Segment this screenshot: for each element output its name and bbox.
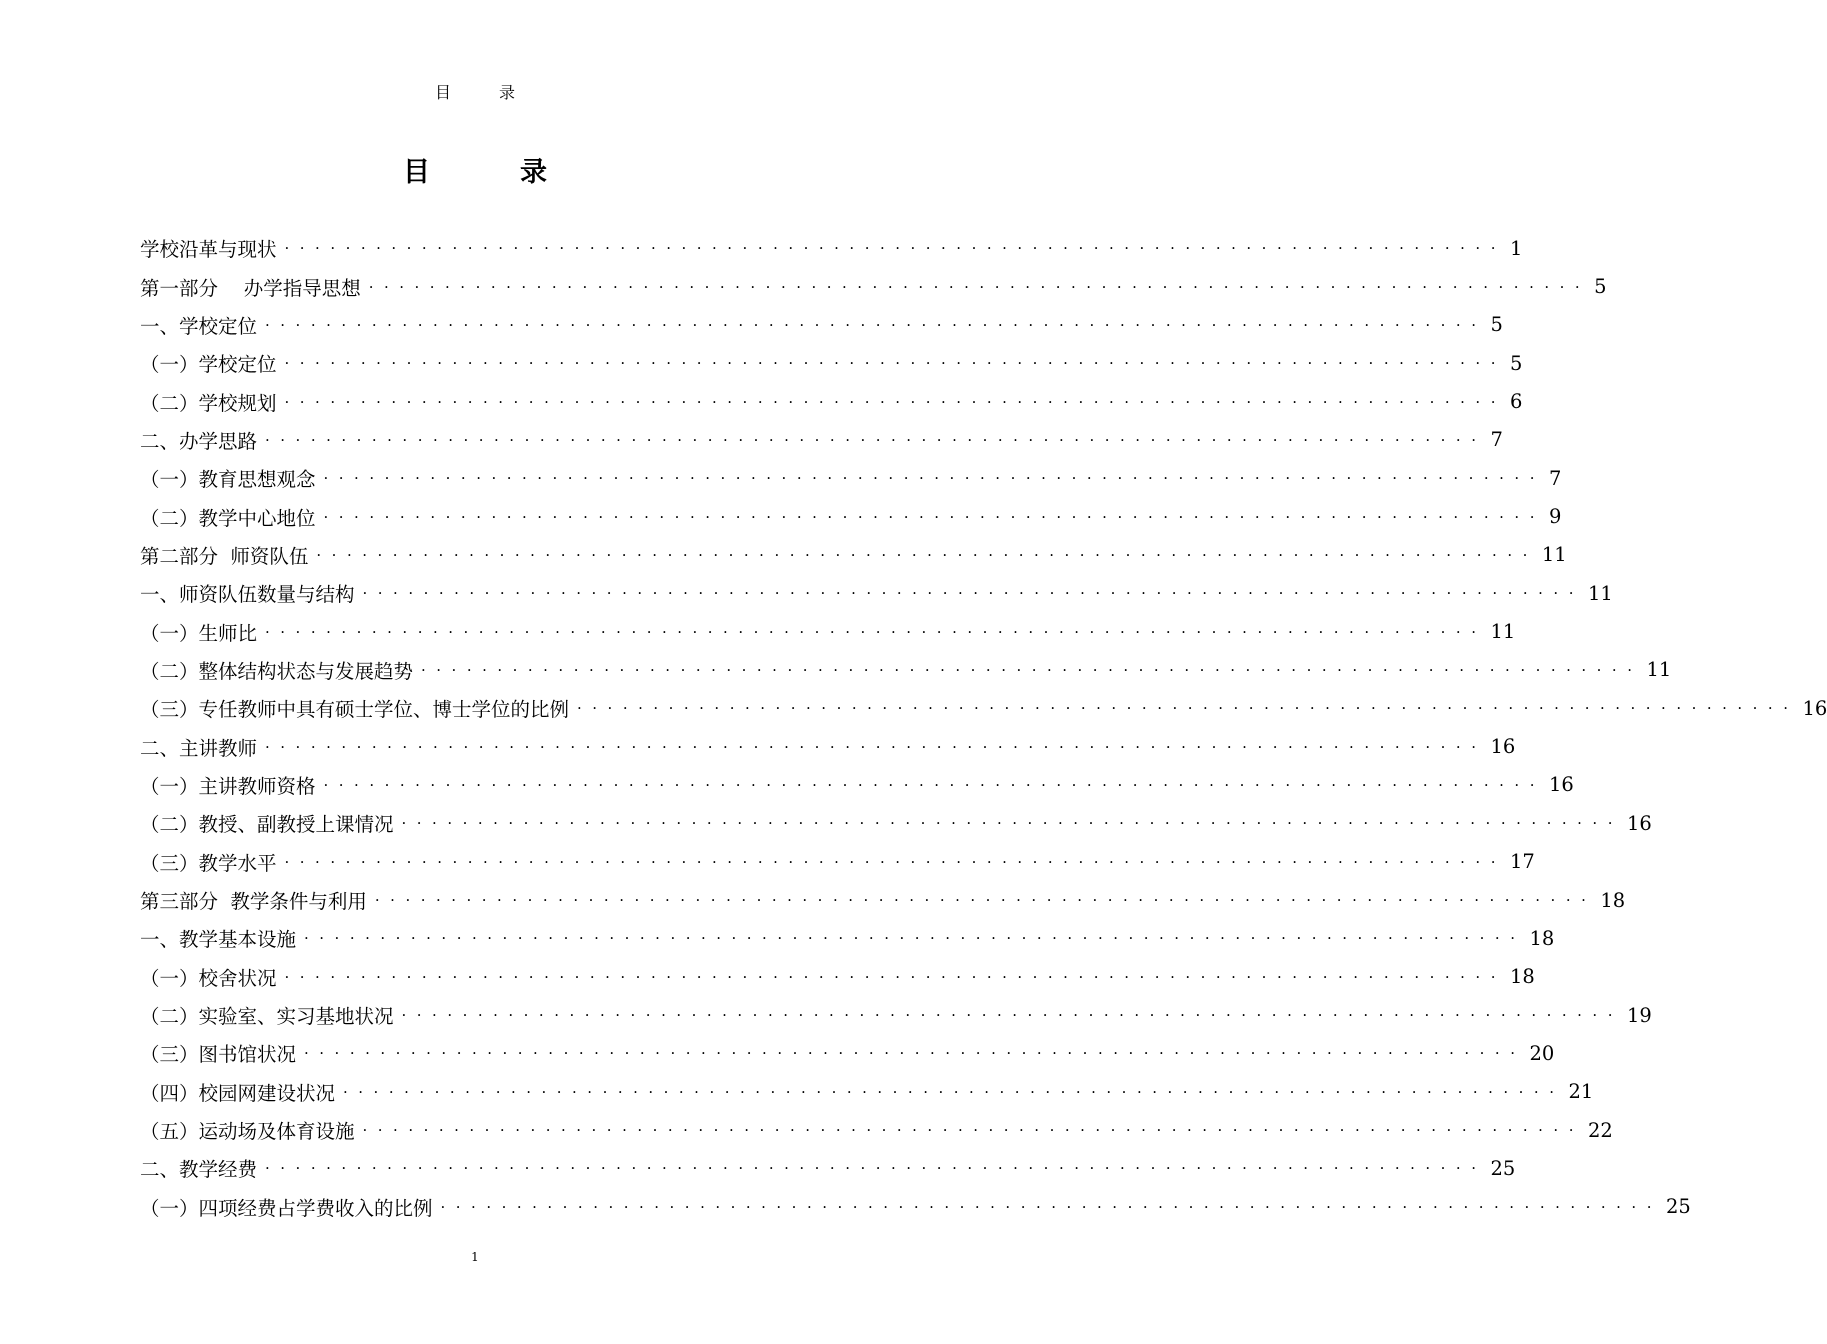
toc-entry[interactable] <box>140 306 1503 344</box>
running-header-left: 目 <box>434 83 451 102</box>
toc-leader-dots: ················································································ <box>343 1082 1565 1101</box>
toc-entry-page: 7 <box>1490 428 1503 452</box>
toc-leader-dots: ················································································ <box>362 1121 1584 1140</box>
toc-leader-dots: ················································································ <box>316 545 1538 564</box>
toc-entry-page: 7 <box>1548 466 1562 490</box>
toc-leader-dots: ················································································ <box>362 584 1584 603</box>
toc-entry-label: （二）学校规划 <box>140 391 277 415</box>
toc-leader-dots: ················································································ <box>284 852 1506 871</box>
toc-entry[interactable] <box>140 421 1503 459</box>
toc-leader-dots: ················································································ <box>323 775 1545 794</box>
toc-leader-dots: ················································································ <box>265 622 1487 641</box>
toc-entry[interactable] <box>140 1034 1555 1072</box>
toc-entry-label: （二）整体结构状态与发展趋势 <box>140 659 414 683</box>
toc-leader-dots: ················································································ <box>368 277 1591 296</box>
toc-leader-dots: ················································································ <box>440 1197 1662 1216</box>
toc-leader-dots: ················································································ <box>374 891 1597 910</box>
toc-leader-dots: ················································································ <box>577 699 1799 718</box>
toc-leader-dots: ················································································ <box>284 239 1506 258</box>
toc-entry[interactable] <box>140 267 1607 305</box>
toc-entry-label: 第三部分 教学条件与利用 <box>140 890 367 914</box>
table-of-contents <box>140 229 1827 1226</box>
toc-entry-page: 19 <box>1626 1003 1652 1027</box>
toc-leader-dots: ················································································ <box>304 1044 1526 1063</box>
toc-entry-page: 20 <box>1529 1041 1555 1065</box>
toc-entry[interactable] <box>140 689 1827 727</box>
toc-entry[interactable] <box>140 881 1626 919</box>
toc-entry-label: 二、办学思路 <box>140 429 258 453</box>
toc-entry-label: 二、教学经费 <box>140 1158 258 1182</box>
toc-leader-dots: ················································································ <box>265 1159 1487 1178</box>
toc-entry-page: 5 <box>1490 313 1503 337</box>
toc-entry-label: （二）教授、副教授上课情况 <box>140 813 394 837</box>
toc-entry[interactable] <box>140 382 1523 420</box>
toc-entry-label: （一）校舍状况 <box>140 966 277 990</box>
toc-entry[interactable] <box>140 536 1567 574</box>
toc-leader-dots: ················································································ <box>401 814 1623 833</box>
toc-title <box>0 150 950 189</box>
toc-leader-dots: ················································································ <box>421 660 1643 679</box>
toc-entry-label: （三）专任教师中具有硕士学位、博士学位的比例 <box>140 698 570 722</box>
toc-entry-label: 一、师资队伍数量与结构 <box>140 583 355 607</box>
toc-entry-label: （一）四项经费占学费收入的比例 <box>140 1196 433 1220</box>
toc-entry-page: 25 <box>1665 1195 1691 1219</box>
toc-entry[interactable] <box>140 804 1652 842</box>
toc-entry-page: 16 <box>1490 735 1516 759</box>
toc-entry[interactable] <box>140 958 1535 996</box>
toc-entry-label: 一、学校定位 <box>140 314 258 338</box>
toc-entry[interactable] <box>140 651 1672 689</box>
toc-entry[interactable] <box>140 574 1613 612</box>
toc-title-right: 录 <box>520 157 547 188</box>
toc-entry-label: （二）实验室、实习基地状况 <box>140 1005 394 1029</box>
toc-entry[interactable] <box>140 766 1574 804</box>
toc-entry-label: 第一部分 办学指导思想 <box>140 276 361 300</box>
toc-entry[interactable] <box>140 996 1652 1034</box>
running-header <box>0 80 950 103</box>
toc-entry-label: 一、教学基本设施 <box>140 928 297 952</box>
toc-entry[interactable] <box>140 919 1555 957</box>
toc-entry[interactable] <box>140 727 1516 765</box>
toc-leader-dots: ················································································ <box>284 392 1506 411</box>
toc-entry[interactable] <box>140 1111 1613 1149</box>
toc-entry[interactable] <box>140 229 1523 267</box>
toc-leader-dots: ················································································ <box>323 469 1545 488</box>
toc-leader-dots: ················································································ <box>265 315 1487 334</box>
toc-entry[interactable] <box>140 1073 1594 1111</box>
toc-entry-page: 11 <box>1541 543 1567 567</box>
toc-entry-page: 6 <box>1509 390 1523 414</box>
toc-leader-dots: ················································································ <box>401 1006 1623 1025</box>
toc-entry-page: 18 <box>1529 926 1555 950</box>
toc-entry-page: 17 <box>1509 850 1535 874</box>
toc-entry-label: （五）运动场及体育设施 <box>140 1120 355 1144</box>
toc-entry-page: 16 <box>1802 696 1827 720</box>
toc-entry[interactable] <box>140 459 1562 497</box>
toc-entry-page: 21 <box>1568 1080 1594 1104</box>
toc-entry-label: （一）学校定位 <box>140 353 277 377</box>
toc-entry-page: 22 <box>1587 1118 1613 1142</box>
toc-entry-label: （三）教学水平 <box>140 851 277 875</box>
toc-title-left: 目 <box>403 157 430 188</box>
toc-entry[interactable] <box>140 1188 1691 1226</box>
toc-entry-page: 16 <box>1626 811 1652 835</box>
toc-entry-page: 18 <box>1509 965 1535 989</box>
toc-entry[interactable] <box>140 1149 1516 1187</box>
toc-entry-label: （三）图书馆状况 <box>140 1043 297 1067</box>
toc-entry[interactable] <box>140 612 1516 650</box>
toc-entry[interactable] <box>140 497 1562 535</box>
toc-entry-page: 11 <box>1587 581 1613 605</box>
page-number: 1 <box>471 1250 479 1264</box>
toc-entry-page: 25 <box>1490 1156 1516 1180</box>
toc-entry-label: 第二部分 师资队伍 <box>140 544 309 568</box>
toc-entry-page: 16 <box>1548 773 1574 797</box>
toc-entry-label: （四）校园网建设状况 <box>140 1081 336 1105</box>
toc-entry-label: 二、主讲教师 <box>140 736 258 760</box>
toc-leader-dots: ················································································ <box>304 929 1526 948</box>
toc-leader-dots: ················································································ <box>284 967 1506 986</box>
toc-leader-dots: ················································································ <box>284 354 1506 373</box>
toc-entry-label: 学校沿革与现状 <box>140 238 277 262</box>
toc-leader-dots: ················································································ <box>323 507 1545 526</box>
toc-entry-label: （一）教育思想观念 <box>140 468 316 492</box>
toc-entry-label: （二）教学中心地位 <box>140 506 316 530</box>
toc-entry-page: 9 <box>1548 505 1562 529</box>
toc-entry-page: 11 <box>1490 620 1516 644</box>
toc-entry[interactable] <box>140 843 1535 881</box>
toc-entry-page: 18 <box>1600 888 1626 912</box>
toc-entry-page: 5 <box>1594 275 1607 299</box>
toc-entry-page: 1 <box>1509 236 1523 260</box>
toc-leader-dots: ················································································ <box>265 430 1487 449</box>
running-header-right: 录 <box>499 83 516 102</box>
toc-leader-dots: ················································································ <box>265 737 1487 756</box>
toc-entry-page: 11 <box>1646 658 1672 682</box>
toc-entry-label: （一）生师比 <box>140 621 258 645</box>
toc-entry-label: （一）主讲教师资格 <box>140 774 316 798</box>
toc-entry-page: 5 <box>1509 351 1523 375</box>
toc-entry[interactable] <box>140 344 1523 382</box>
